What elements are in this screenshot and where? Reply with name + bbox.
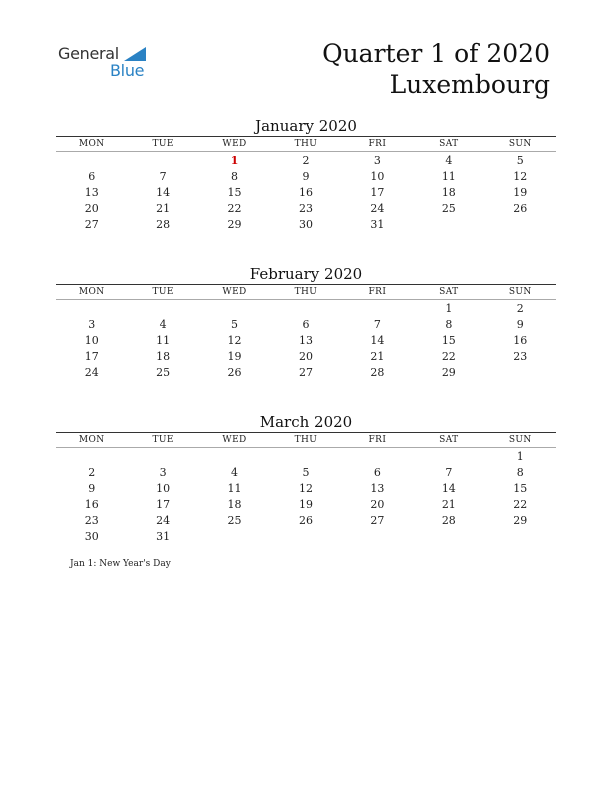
day-cell: 8: [231, 170, 239, 183]
weekday-label: THU: [294, 435, 318, 445]
day-cell: 14: [156, 186, 171, 199]
day-cell: 28: [156, 218, 171, 231]
day-cell: 12: [513, 170, 528, 183]
day-cell: 9: [88, 482, 96, 495]
day-cell: 21: [156, 202, 171, 215]
day-cell: 19: [298, 498, 313, 511]
day-cell: 22: [513, 498, 528, 511]
week-row: [56, 217, 556, 233]
empty-day-cell: [56, 449, 127, 465]
day-cell: 29: [227, 218, 242, 231]
day-cell: 12: [298, 482, 313, 495]
logo-triangle-icon: [124, 47, 146, 61]
day-cell: 18: [441, 186, 456, 199]
empty-day-cell: [56, 153, 127, 169]
day-cell: 10: [370, 170, 385, 183]
empty-day-cell: [485, 365, 556, 381]
empty-day-cell: [342, 449, 413, 465]
day-cell: 8: [516, 466, 524, 479]
empty-day-cell: [199, 529, 270, 545]
logo-text-general: General: [58, 44, 119, 63]
week-row: [56, 185, 556, 201]
week-row: [56, 365, 556, 381]
weekday-label: SAT: [439, 287, 459, 297]
day-cell: 2: [88, 466, 96, 479]
day-cell: 1: [516, 450, 524, 463]
month-calendar-march: [56, 413, 556, 545]
day-cell: 19: [227, 350, 242, 363]
weekday-label: TUE: [152, 287, 174, 297]
day-cell: 13: [370, 482, 385, 495]
weekday-label: SUN: [508, 287, 532, 297]
day-cell: 13: [84, 186, 99, 199]
day-cell: 20: [370, 498, 385, 511]
page-title: [322, 38, 550, 100]
empty-day-cell: [127, 449, 198, 465]
weekday-label: THU: [294, 139, 318, 149]
holiday-day-cell: 1: [230, 154, 239, 167]
day-cell: 15: [441, 334, 456, 347]
weekday-divider: [56, 447, 556, 448]
weekday-label: MON: [78, 435, 105, 445]
day-cell: 6: [88, 170, 96, 183]
day-cell: 29: [513, 514, 528, 527]
day-cell: 5: [231, 318, 239, 331]
empty-day-cell: [56, 301, 127, 317]
weekday-label: TUE: [152, 435, 174, 445]
weekday-header-row: [56, 433, 556, 447]
month-calendar-january: [56, 117, 556, 233]
weekday-label: FRI: [368, 139, 387, 149]
quarter-title: Quarter 1 of 2020: [322, 39, 550, 68]
weekday-label: FRI: [368, 435, 387, 445]
weekday-label: MON: [78, 287, 105, 297]
week-row: [56, 465, 556, 481]
week-row: [56, 169, 556, 185]
day-cell: 3: [159, 466, 167, 479]
weekday-label: FRI: [368, 287, 387, 297]
day-cell: 9: [516, 318, 524, 331]
week-row: [56, 529, 556, 545]
day-cell: 27: [84, 218, 99, 231]
day-cell: 16: [298, 186, 313, 199]
month-title: March 2020: [259, 413, 353, 431]
logo: [58, 44, 168, 84]
weekday-label: SAT: [439, 139, 459, 149]
holiday-note: Jan 1: New Year's Day: [70, 559, 171, 569]
weekday-label: THU: [294, 287, 318, 297]
weekday-label: WED: [222, 139, 247, 149]
weekday-label: SAT: [439, 435, 459, 445]
week-row: [56, 481, 556, 497]
day-cell: 11: [156, 334, 171, 347]
week-row: [56, 301, 556, 317]
day-cell: 31: [156, 530, 171, 543]
day-cell: 25: [441, 202, 456, 215]
day-cell: 10: [84, 334, 99, 347]
weekday-label: WED: [222, 435, 247, 445]
day-cell: 20: [298, 350, 313, 363]
holiday-notes: [70, 559, 171, 569]
day-cell: 2: [516, 302, 524, 315]
empty-day-cell: [127, 153, 198, 169]
day-cell: 23: [513, 350, 528, 363]
day-cell: 2: [302, 154, 310, 167]
empty-day-cell: [485, 217, 556, 233]
empty-day-cell: [270, 301, 341, 317]
day-cell: 14: [441, 482, 456, 495]
day-cell: 14: [370, 334, 385, 347]
day-cell: 17: [156, 498, 171, 511]
day-cell: 15: [227, 186, 242, 199]
empty-day-cell: [413, 529, 484, 545]
day-cell: 17: [370, 186, 385, 199]
logo-text-blue: Blue: [110, 61, 145, 80]
day-cell: 9: [302, 170, 310, 183]
day-cell: 6: [302, 318, 310, 331]
weekday-label: SUN: [508, 139, 532, 149]
day-cell: 18: [227, 498, 242, 511]
day-cell: 7: [159, 170, 167, 183]
day-cell: 7: [445, 466, 453, 479]
day-cell: 1: [445, 302, 453, 315]
day-cell: 3: [373, 154, 381, 167]
day-cell: 23: [298, 202, 313, 215]
weekday-label: WED: [222, 287, 247, 297]
weekday-label: MON: [78, 139, 105, 149]
empty-day-cell: [342, 529, 413, 545]
day-cell: 31: [370, 218, 385, 231]
weekday-header-row: [56, 137, 556, 151]
week-row: [56, 333, 556, 349]
day-cell: 7: [373, 318, 381, 331]
empty-day-cell: [413, 449, 484, 465]
month-title: February 2020: [249, 265, 363, 283]
week-row: [56, 153, 556, 169]
day-cell: 11: [441, 170, 456, 183]
day-cell: 4: [159, 318, 167, 331]
empty-day-cell: [270, 529, 341, 545]
country-title: Luxembourg: [389, 70, 550, 99]
day-cell: 21: [441, 498, 456, 511]
day-cell: 5: [302, 466, 310, 479]
week-row: [56, 349, 556, 365]
day-cell: 25: [156, 366, 171, 379]
weekday-label: SUN: [508, 435, 532, 445]
empty-day-cell: [413, 217, 484, 233]
week-row: [56, 317, 556, 333]
day-cell: 22: [441, 350, 456, 363]
day-cell: 22: [227, 202, 242, 215]
empty-day-cell: [199, 449, 270, 465]
day-cell: 28: [441, 514, 456, 527]
day-cell: 23: [84, 514, 99, 527]
day-cell: 28: [370, 366, 385, 379]
empty-day-cell: [342, 301, 413, 317]
day-cell: 5: [516, 154, 524, 167]
day-cell: 30: [298, 218, 313, 231]
month-calendar-february: [56, 265, 556, 381]
empty-day-cell: [270, 449, 341, 465]
day-cell: 18: [156, 350, 171, 363]
empty-day-cell: [127, 301, 198, 317]
week-row: [56, 497, 556, 513]
day-cell: 26: [227, 366, 242, 379]
week-row: [56, 449, 556, 465]
day-cell: 17: [84, 350, 99, 363]
day-cell: 6: [373, 466, 381, 479]
weekday-label: TUE: [152, 139, 174, 149]
day-cell: 11: [227, 482, 242, 495]
day-cell: 15: [513, 482, 528, 495]
day-cell: 24: [156, 514, 171, 527]
day-cell: 3: [88, 318, 96, 331]
weekday-header-row: [56, 285, 556, 299]
week-row: [56, 201, 556, 217]
day-cell: 4: [231, 466, 239, 479]
day-cell: 16: [513, 334, 528, 347]
weekday-divider: [56, 299, 556, 300]
empty-day-cell: [199, 301, 270, 317]
day-cell: 21: [370, 350, 385, 363]
day-cell: 24: [84, 366, 99, 379]
month-title: January 2020: [255, 117, 357, 135]
day-cell: 26: [513, 202, 528, 215]
day-cell: 13: [298, 334, 313, 347]
day-cell: 4: [445, 154, 453, 167]
day-cell: 19: [513, 186, 528, 199]
day-cell: 27: [298, 366, 313, 379]
empty-day-cell: [485, 529, 556, 545]
day-cell: 25: [227, 514, 242, 527]
day-cell: 24: [370, 202, 385, 215]
day-cell: 29: [441, 366, 456, 379]
day-cell: 27: [370, 514, 385, 527]
weekday-divider: [56, 151, 556, 152]
day-cell: 12: [227, 334, 242, 347]
week-row: [56, 513, 556, 529]
day-cell: 10: [156, 482, 171, 495]
day-cell: 30: [84, 530, 99, 543]
day-cell: 26: [298, 514, 313, 527]
day-cell: 8: [445, 318, 453, 331]
day-cell: 16: [84, 498, 99, 511]
day-cell: 20: [84, 202, 99, 215]
